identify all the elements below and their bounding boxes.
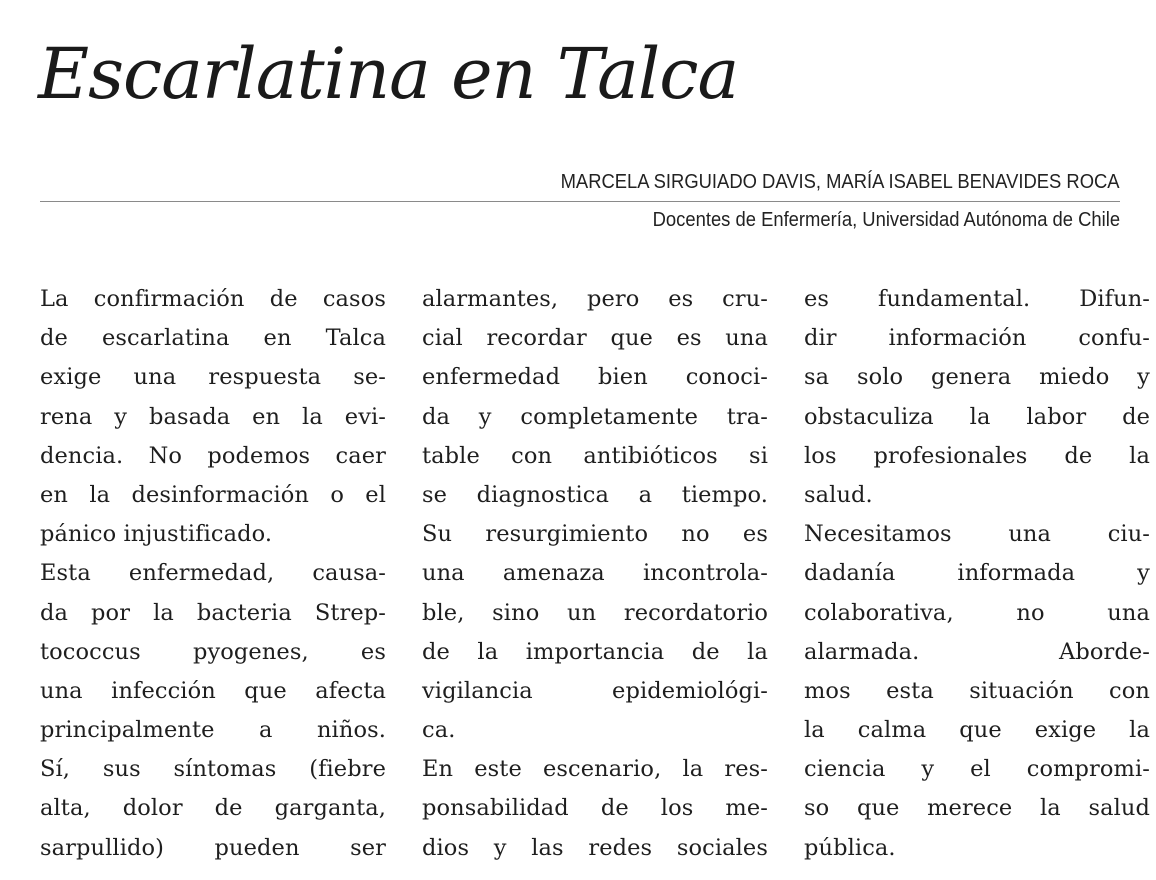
text-line: dios y las redes sociales (422, 834, 768, 861)
text-line: table con antibióticos si (422, 442, 768, 469)
text-line: so que merece la salud (804, 795, 1150, 822)
text-line: La confirmación de casos (40, 286, 386, 312)
text-line: cial recordar que es una (422, 325, 768, 352)
text-line: dir información confu- (804, 325, 1150, 352)
text-line: tococcus pyogenes, es (40, 638, 386, 665)
text-line: los profesionales de la (804, 442, 1150, 469)
article-body (40, 280, 1150, 861)
text-line: alta, dolor de garganta, (40, 795, 386, 822)
text-line: dencia. No podemos caer (40, 442, 386, 469)
text-line: Esta enfermedad, causa- (40, 560, 386, 587)
text-line: rena y basada en la evi- (40, 403, 386, 430)
article-column-1 (40, 280, 386, 868)
author-affiliation: Docentes de Enfermería, Universidad Autónoma de Chile (652, 209, 1120, 231)
text-line: Sí, sus síntomas (fiebre (40, 756, 386, 783)
text-line: de escarlatina en Talca (40, 325, 386, 352)
text-line: alarmada. Aborde- (804, 638, 1150, 665)
text-line: la calma que exige la (804, 717, 1150, 744)
text-line: principalmente a niños. (40, 717, 386, 744)
text-line: Necesitamos una ciu- (804, 521, 1150, 548)
text-line: da por la bacteria Strep- (40, 599, 386, 626)
text-line: alarmantes, pero es cru- (422, 286, 768, 312)
text-line: se diagnostica a tiempo. (422, 481, 768, 508)
text-line: da y completamente tra- (422, 403, 768, 430)
text-line: de la importancia de la (422, 638, 768, 665)
article-column-3 (804, 280, 1150, 868)
text-line: vigilancia epidemiológi- (422, 677, 768, 704)
text-line: ble, sino un recordatorio (422, 599, 768, 626)
text-line: En este escenario, la res- (422, 756, 768, 783)
text-line: ponsabilidad de los me- (422, 795, 768, 822)
text-line: ciencia y el compromi- (804, 756, 1150, 783)
text-line: pánico injustificado. (40, 521, 273, 548)
text-line: enfermedad bien conoci- (422, 364, 768, 391)
text-line: obstaculiza la labor de (804, 403, 1150, 430)
text-line: ca. (422, 717, 456, 744)
text-line: salud. (804, 481, 873, 508)
text-line: colaborativa, no una (804, 599, 1150, 626)
text-line: mos esta situación con (804, 677, 1150, 704)
text-line: una infección que afecta (40, 677, 386, 704)
text-line: sa solo genera miedo y (804, 364, 1150, 391)
byline-divider (40, 201, 1120, 202)
article-title: Escarlatina en Talca (38, 33, 739, 115)
text-line: en la desinformación o el (40, 481, 386, 508)
text-line: exige una respuesta se- (40, 364, 386, 391)
article-authors: MARCELA SIRGUIADO DAVIS, MARÍA ISABEL BENAVIDES ROCA (561, 171, 1120, 193)
text-line: pública. (804, 834, 896, 861)
text-line: una amenaza incontrola- (422, 560, 768, 587)
text-line: sarpullido) pueden ser (40, 834, 386, 861)
article-column-2 (422, 280, 768, 868)
text-line: es fundamental. Difun- (804, 286, 1150, 312)
text-line: Su resurgimiento no es (422, 521, 768, 548)
text-line: dadanía informada y (804, 560, 1150, 587)
